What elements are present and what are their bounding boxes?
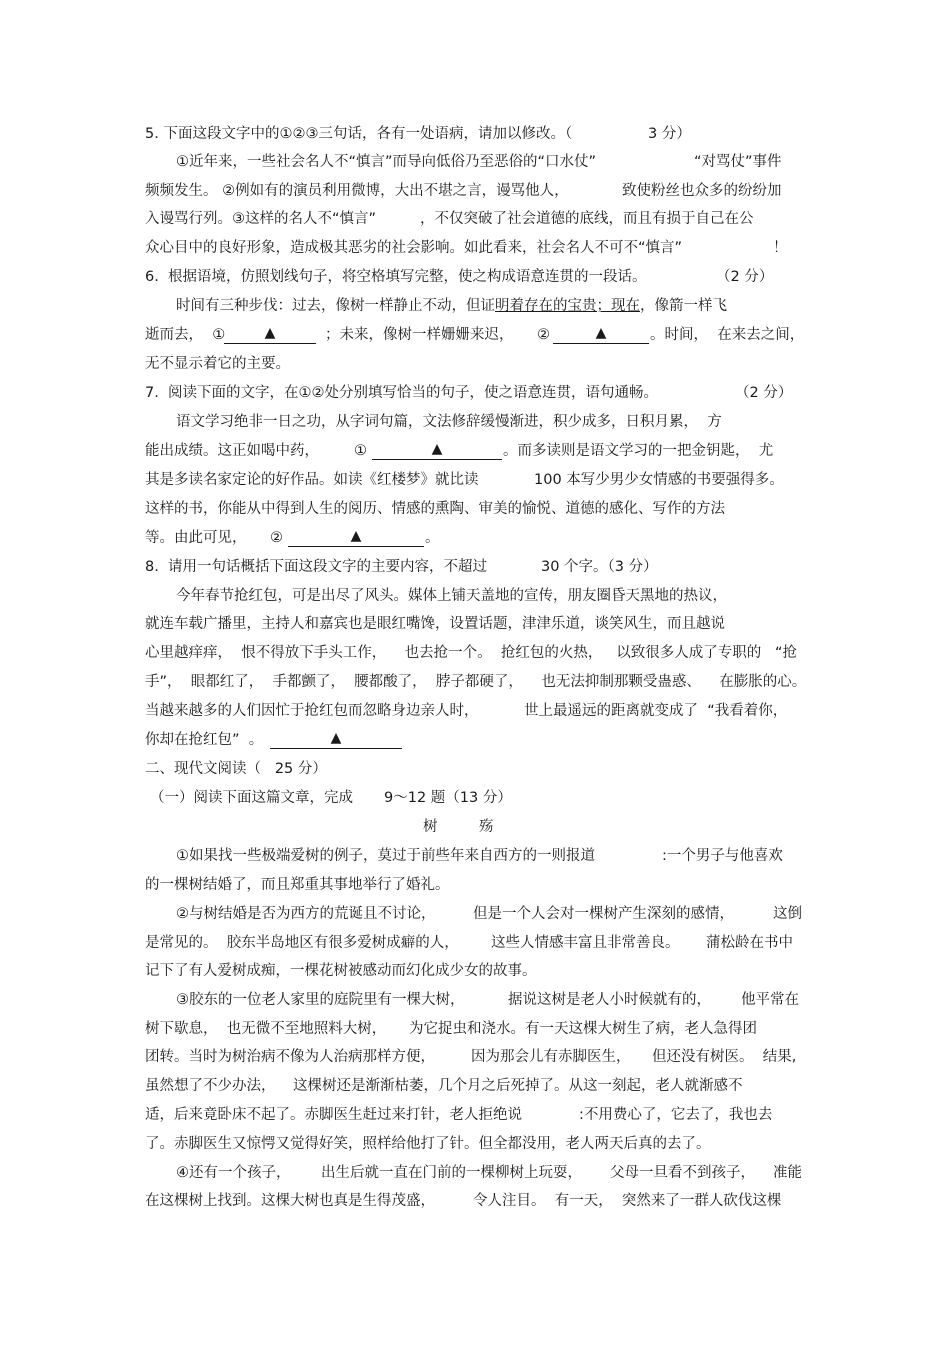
article-paragraph: 的一棵树结婚了，而且郑重其事地举行了婚礼。 [145, 877, 450, 893]
q7-text: 语文学习绝非一日之功，从字词句篇，文法修辞缓慢渐进，积少成多，日积月累， 方 [176, 414, 722, 430]
article-paragraph: 在这棵树上找到。这棵大树也真是生得茂盛， [145, 1193, 435, 1209]
q5-text: ①近年来，一些社会名人不“慎言”而导向低俗乃至恶俗的“口水仗” [176, 154, 597, 170]
article-paragraph: 是常见的。 胶东半岛地区有很多爱树成癖的人， [145, 935, 459, 951]
q7-text: 100 本写少男少女情感的书要强得多。 [534, 472, 784, 488]
q7-text: 能出成绩。这正如喝中药， [145, 443, 319, 459]
article-paragraph: ③胶东的一位老人家里的庭院里有一棵大树， [176, 992, 465, 1008]
article-paragraph: 虽然想了不少办法， [145, 1078, 276, 1094]
q6-text: ② [537, 327, 550, 343]
q6-underlined-sentence: 明着存在的宝贵；现在 [495, 298, 640, 314]
q8-text: 世上最遥远的距离就变成了 “我看着你， [524, 703, 788, 719]
q7-text: 等。由此可见， [145, 530, 247, 546]
article-paragraph: :一个男子与他喜欢 [662, 848, 783, 864]
article-paragraph: 这棵树还是渐渐枯萎，几个月之后死掉了。从这一刻起，老人就渐感不 [293, 1078, 743, 1094]
q6-text: ；未来，像树一样姗姗来迟， [325, 327, 514, 343]
article-paragraph: :不用费心了，它去了，我也去 [579, 1107, 773, 1123]
article-paragraph: ④还有一个孩子， [176, 1165, 291, 1181]
article-title: 树 [423, 819, 438, 835]
q7-answer-blank-1[interactable] [372, 441, 502, 460]
q5-text: 众心目中的良好形象，造成极其恶劣的社会影响。如此看来，社会名人不可不“慎言” [145, 240, 683, 256]
article-paragraph: 出生后就一直在门前的一棵柳树上玩耍， [321, 1165, 582, 1181]
q8-heading: 8. 请用一句话概括下面这段文字的主要内容，不超过 [145, 559, 488, 575]
article-paragraph: 适，后来竟卧床不起了。赤脚医生赶过来打针，老人拒绝说 [145, 1107, 522, 1123]
article-paragraph: 团转。当时为树治病不像为人治病那样方便， [145, 1049, 435, 1065]
q6-text: 。时间， 在来去之间， [650, 327, 805, 343]
triangle-marker: ▲ [431, 441, 443, 457]
q7-text: 。 [425, 530, 440, 546]
q6-answer-blank-1[interactable] [224, 325, 316, 344]
article-paragraph: 令人注目。 有一天， 突然来了一群人砍伐这棵 [473, 1193, 782, 1209]
article-paragraph: 但还没有树医。 结果, [652, 1049, 797, 1065]
q7-text: ② [270, 530, 283, 546]
article-paragraph: 为它捉虫和浇水。有一天这棵大树生了病，老人急得团 [409, 1021, 757, 1037]
q7-text: 这样的书，你能从中得到人生的阅历、情感的熏陶、审美的愉悦、道德的感化、写作的方法 [145, 501, 725, 517]
article-paragraph: ②与树结婚是否为西方的荒诞且不讨论， [176, 906, 436, 922]
q5-text: ！ [773, 240, 788, 256]
article-paragraph: 但是一个人会对一棵树产生深刻的感情， [473, 906, 734, 922]
q8-text: 手”， 眼都红了， 手都颤了， 腰都酸了， 脖子都硬了， 也无法抑制那颗受蛊惑、 在膨胀的心。 [145, 674, 807, 690]
article-paragraph: 记下了有人爱树成痴，一棵花树被感动而幻化成少女的故事。 [145, 963, 537, 979]
q8-text: 你却在抢红包” 。 [145, 732, 264, 748]
q8-text: 今年春节抢红包，可是出尽了风头。媒体上铺天盖地的宣传，朋友圈昏天黑地的热议， [176, 588, 727, 604]
q6-heading: 6. 根据语境，仿照划线句子，将空格填写完整，使之构成语意连贯的一段话。 [145, 269, 647, 285]
q5-text: 致使粉丝也众多的纷纷加 [622, 183, 782, 199]
article-paragraph: 因为那会儿有赤脚医生， [471, 1049, 631, 1065]
q7-score: （2 分） [735, 385, 793, 401]
article-paragraph: 据说这树是老人小时候就有的， [508, 992, 711, 1008]
q5-text: 频频发生。 ②例如有的演员利用微博，大出不堪之言，谩骂他人， [145, 183, 569, 199]
q6-text: 无不显示着它的主要。 [145, 356, 290, 372]
q8-text: 心里越痒痒， 恨不得放下手头工作， 也去抢一个。 抢红包的火热， 以致很多人成了专职的 “抢 [145, 645, 798, 661]
triangle-marker: ▲ [264, 325, 276, 341]
q8-text: 就连车载广播里，主持人和嘉宾也是眼红嘴馋，设置话题，津津乐道，谈笑风生，而且越说 [145, 616, 725, 632]
q7-heading: 7. 阅读下面的文字，在①②处分别填写恰当的句子，使之语意连贯，语句通畅。 [145, 385, 659, 401]
q7-text: 其是多读名家定论的好作品。如读《红楼梦》就比读 [145, 472, 479, 488]
article-paragraph: 了。赤脚医生又惊愕又觉得好笑，照样给他打了针。但全都没用，老人两天后真的去了。 [145, 1136, 711, 1152]
article-paragraph: 他平常在 [741, 992, 799, 1008]
q5-heading: 5. 下面这段文字中的①②③三句话，各有一处语病，请加以修改。（ [145, 126, 573, 142]
q7-text: 。而多读则是语文学习的一把金钥匙， 尤 [503, 443, 774, 459]
q5-score: 3 分） [648, 126, 691, 142]
q8-answer-blank[interactable] [270, 730, 402, 749]
q5-text: “对骂仗”事件 [694, 154, 782, 170]
article-title: 殇 [479, 819, 494, 835]
q5-text: ，不仅突破了社会道德的底线，而且有损于自己在公 [420, 211, 754, 227]
q8-heading: 30 个字。（3 分） [541, 559, 658, 575]
article-paragraph: 准能 [773, 1165, 802, 1181]
section-heading: 二、现代文阅读（ 25 分） [145, 761, 327, 777]
article-paragraph: 蒲松龄在书中 [706, 935, 793, 951]
q6-score: （2 分） [716, 269, 774, 285]
subsection-heading: （一）阅读下面这篇文章，完成 [150, 790, 353, 806]
article-paragraph: 这倒 [773, 906, 802, 922]
q7-answer-blank-2[interactable] [288, 528, 424, 547]
q8-text: 当越来越多的人们因忙于抢红包而忽略身边亲人时， [145, 703, 479, 719]
article-paragraph: 树下歇息， 也无微不至地照料大树， [145, 1021, 387, 1037]
q6-answer-blank-2[interactable] [553, 325, 649, 344]
q6-text: 时间有三种步伐：过去，像树一样静止不动，但证明着存在的宝贵；现在，像箭一样飞 [176, 298, 727, 314]
article-paragraph: 父母一旦看不到孩子， [610, 1165, 755, 1181]
subsection-heading: 9～12 题（13 分） [384, 790, 512, 806]
q7-text: ① [354, 443, 367, 459]
triangle-marker: ▲ [595, 325, 607, 341]
q6-text: 逝而去， ① [145, 327, 226, 343]
triangle-marker: ▲ [350, 528, 362, 544]
q5-text: 入谩骂行列。③这样的名人不“慎言” [145, 211, 377, 227]
article-paragraph: ①如果找一些极端爱树的例子，莫过于前些年来自西方的一则报道 [176, 848, 595, 864]
triangle-marker: ▲ [330, 730, 342, 746]
article-paragraph: 这些人情感丰富且非常善良。 [491, 935, 680, 951]
